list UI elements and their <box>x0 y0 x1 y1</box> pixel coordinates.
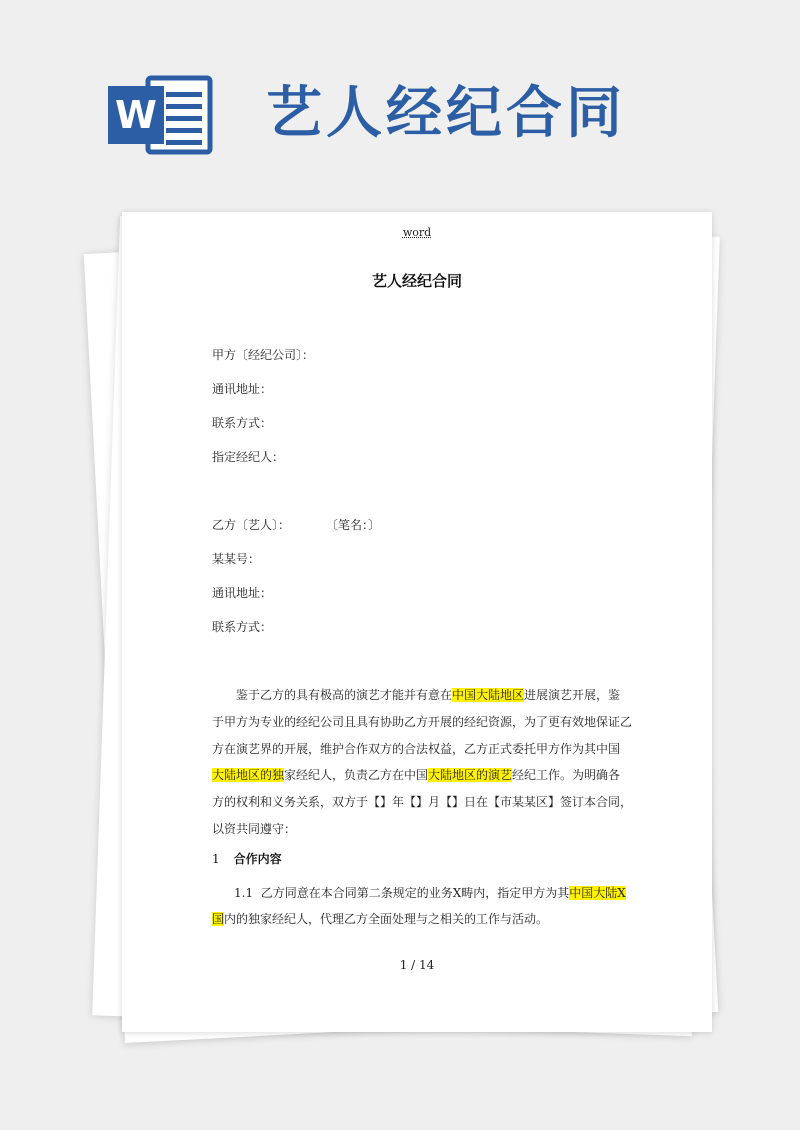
clause-1-1-text-1: 乙方同意在本合同第二条规定的业务X畴内，指定甲方为其 <box>260 886 570 900</box>
preamble-highlight-1: 中国大陆地区 <box>452 688 525 702</box>
document-page <box>122 212 712 1032</box>
party-b-id-line: 某某号： <box>212 552 261 566</box>
section-1-heading <box>212 850 282 867</box>
clause-1-1-text-2: 内的独家经纪人，代理乙方全面处理与之相关的工作与活动。 <box>224 912 549 926</box>
clause-1-1 <box>212 880 632 932</box>
document-title: 艺人经纪合同 <box>371 272 462 290</box>
party-b-address-line: 通讯地址： <box>212 586 273 600</box>
word-document-icon <box>108 74 214 156</box>
party-b-label: 乙方〔艺人〕： <box>212 518 291 532</box>
party-a-address-line: 通讯地址： <box>212 382 273 396</box>
section-1-title: 合作内容 <box>233 852 282 866</box>
page-header: word <box>402 226 432 239</box>
banner-title: 艺人经纪合同 <box>266 81 626 146</box>
preamble-highlight-3: 大陆地区的演艺 <box>428 768 513 783</box>
page-number: 1 / 14 <box>399 958 435 972</box>
party-b-contact-line: 联系方式： <box>212 620 273 634</box>
party-b-line <box>212 516 380 533</box>
word-logo-letter: W <box>115 93 157 137</box>
preamble-text-2: 进展演艺开展，鉴于甲方为专业的经纪公司且具有协助乙方开展的经纪资源，为了更有效地保证乙方在演艺界的开展，维护合作双方的合法权益，乙方正式委托甲方作为其中国 <box>212 688 633 756</box>
party-a-name-line: 甲方〔经纪公司〕： <box>212 348 315 362</box>
preamble-highlight-2: 大陆地区的独 <box>212 768 285 783</box>
preamble-text-4: 经纪工作。为明确各方的权利和义务关系，双方于【】年【】月【】日在【市某某区】签订本合同，以资共同遵守： <box>212 768 633 836</box>
preamble-paragraph <box>212 682 632 843</box>
party-a-contact-line: 联系方式： <box>212 416 273 430</box>
preamble-text-1: 鉴于乙方的具有极高的演艺才能并有意在 <box>236 688 453 702</box>
section-1-number: 1 <box>212 852 220 866</box>
party-b-pen-name: 〔笔名：〕 <box>326 518 381 532</box>
clause-1-1-highlight: 中国大陆X国 <box>212 886 626 926</box>
clause-1-1-number: 1.1 <box>234 886 254 900</box>
party-a-agent-line: 指定经纪人： <box>212 450 285 464</box>
preamble-text-3: 家经纪人，负责乙方在中国 <box>284 768 429 783</box>
